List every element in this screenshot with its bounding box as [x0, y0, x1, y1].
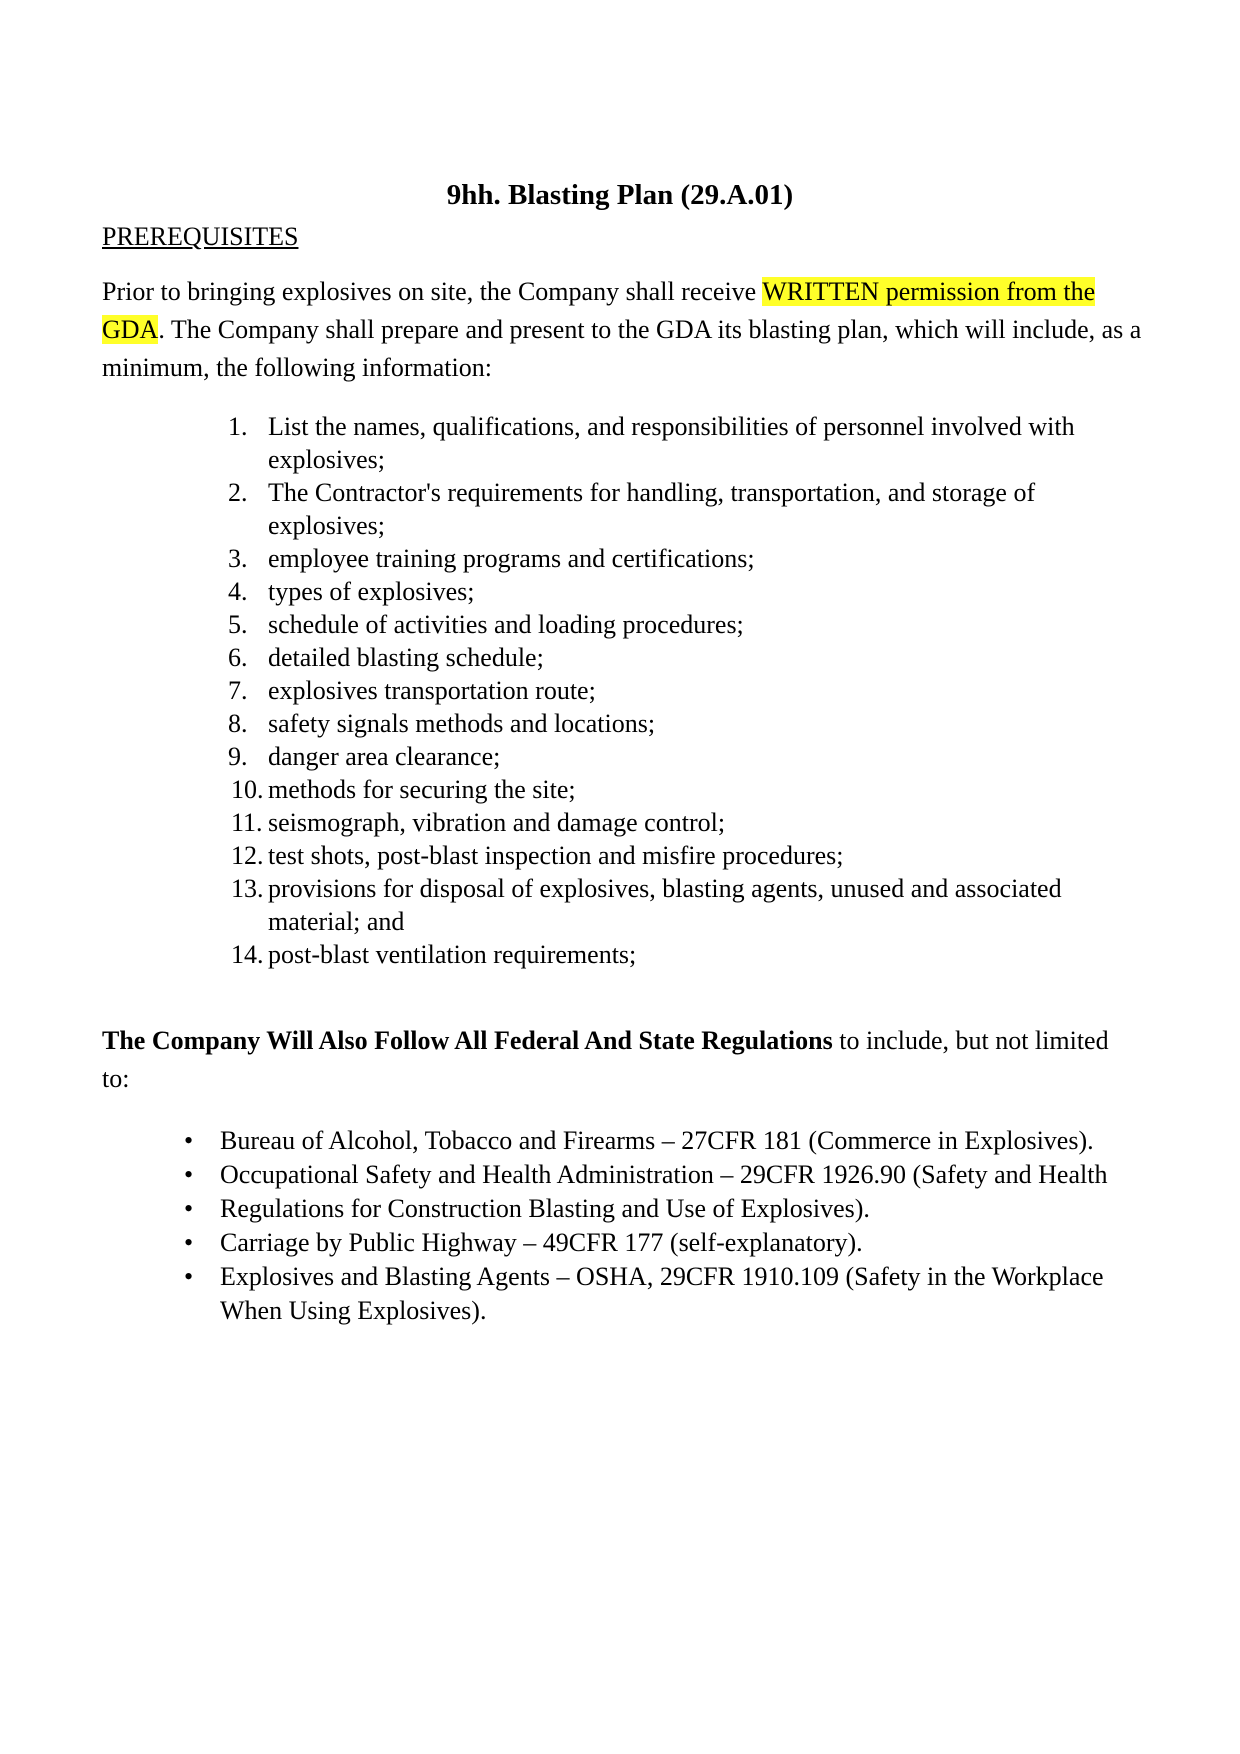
list-item	[228, 542, 1148, 575]
highlighted-text: WRITTEN permission from the GDA	[102, 277, 1096, 344]
bullet-icon: •	[184, 1194, 194, 1223]
list-item	[228, 707, 1148, 740]
item-text: employee training programs and certifications;	[268, 544, 755, 573]
item-number: 7.	[228, 676, 248, 705]
bullet-icon: •	[184, 1228, 194, 1257]
list-item	[228, 872, 1148, 938]
list-item	[228, 641, 1148, 674]
item-number: 11.	[231, 808, 263, 837]
item-text: safety signals methods and locations;	[268, 709, 656, 738]
list-item	[228, 740, 1148, 773]
item-number: 4.	[228, 577, 248, 606]
item-number: 1.	[228, 412, 248, 441]
item-number: 2.	[228, 478, 248, 507]
list-item	[228, 476, 1148, 542]
item-number: 6.	[228, 643, 248, 672]
item-number: 10.	[231, 775, 264, 804]
list-item	[228, 608, 1148, 641]
item-text: schedule of activities and loading procedures;	[268, 610, 744, 639]
requirements-list	[228, 410, 1148, 971]
bullet-icon: •	[184, 1160, 194, 1189]
document-title: 9hh. Blasting Plan (29.A.01)	[446, 179, 794, 211]
list-item	[228, 938, 1148, 971]
item-text: provisions for disposal of explosives, blasting agents, unused and associated material; and	[268, 874, 1062, 936]
list-item	[228, 839, 1148, 872]
list-item	[228, 674, 1148, 707]
item-text: List the names, qualifications, and responsibilities of personnel involved with explosives;	[268, 412, 1075, 474]
intro-paragraph	[102, 273, 1142, 387]
item-text: methods for securing the site;	[268, 775, 576, 804]
item-text: danger area clearance;	[268, 742, 501, 771]
item-number: 13.	[231, 874, 264, 903]
bullet-item	[184, 1124, 1144, 1158]
bullet-text: Explosives and Blasting Agents – OSHA, 29CFR 1910.109 (Safety in the Workplace When Using Explosives).	[220, 1262, 1104, 1325]
item-number: 12.	[231, 841, 264, 870]
regulations-list	[184, 1124, 1144, 1328]
item-text: explosives transportation route;	[268, 676, 596, 705]
item-number: 5.	[228, 610, 248, 639]
list-item	[228, 410, 1148, 476]
intro-text-end: . The Company shall prepare and present to the GDA its blasting plan, which will include, as a minimum, the following information:	[102, 315, 1142, 382]
list-item	[228, 575, 1148, 608]
bullet-item	[184, 1158, 1144, 1192]
item-number: 8.	[228, 709, 248, 738]
bullet-text: Occupational Safety and Health Administration – 29CFR 1926.90 (Safety and Health	[220, 1160, 1108, 1189]
item-text: test shots, post-blast inspection and misfire procedures;	[268, 841, 844, 870]
regulations-bold-text: The Company Will Also Follow All Federal And State Regulations	[102, 1026, 833, 1055]
item-text: The Contractor's requirements for handling, transportation, and storage of explosives;	[268, 478, 1036, 540]
section-heading: PREREQUISITES	[102, 222, 299, 251]
bullet-text: Bureau of Alcohol, Tobacco and Firearms – 27CFR 181 (Commerce in Explosives).	[220, 1126, 1094, 1155]
bullet-icon: •	[184, 1126, 194, 1155]
bullet-item	[184, 1260, 1144, 1328]
regulations-paragraph	[102, 1022, 1142, 1098]
item-text: detailed blasting schedule;	[268, 643, 544, 672]
bullet-icon: •	[184, 1262, 194, 1291]
bullet-text: Carriage by Public Highway – 49CFR 177 (self-explanatory).	[220, 1228, 863, 1257]
bullet-item	[184, 1226, 1144, 1260]
item-text: types of explosives;	[268, 577, 475, 606]
list-item	[228, 773, 1148, 806]
regulations-text: to include, but not limited to:	[102, 1026, 1109, 1093]
bullet-text: Regulations for Construction Blasting and Use of Explosives).	[220, 1194, 870, 1223]
item-number: 14.	[231, 940, 264, 969]
item-text: seismograph, vibration and damage control;	[268, 808, 726, 837]
item-number: 9.	[228, 742, 248, 771]
item-text: post-blast ventilation requirements;	[268, 940, 637, 969]
item-number: 3.	[228, 544, 248, 573]
intro-text-start: Prior to bringing explosives on site, the Company shall receive	[102, 277, 763, 306]
list-item	[228, 806, 1148, 839]
bullet-item	[184, 1192, 1144, 1226]
